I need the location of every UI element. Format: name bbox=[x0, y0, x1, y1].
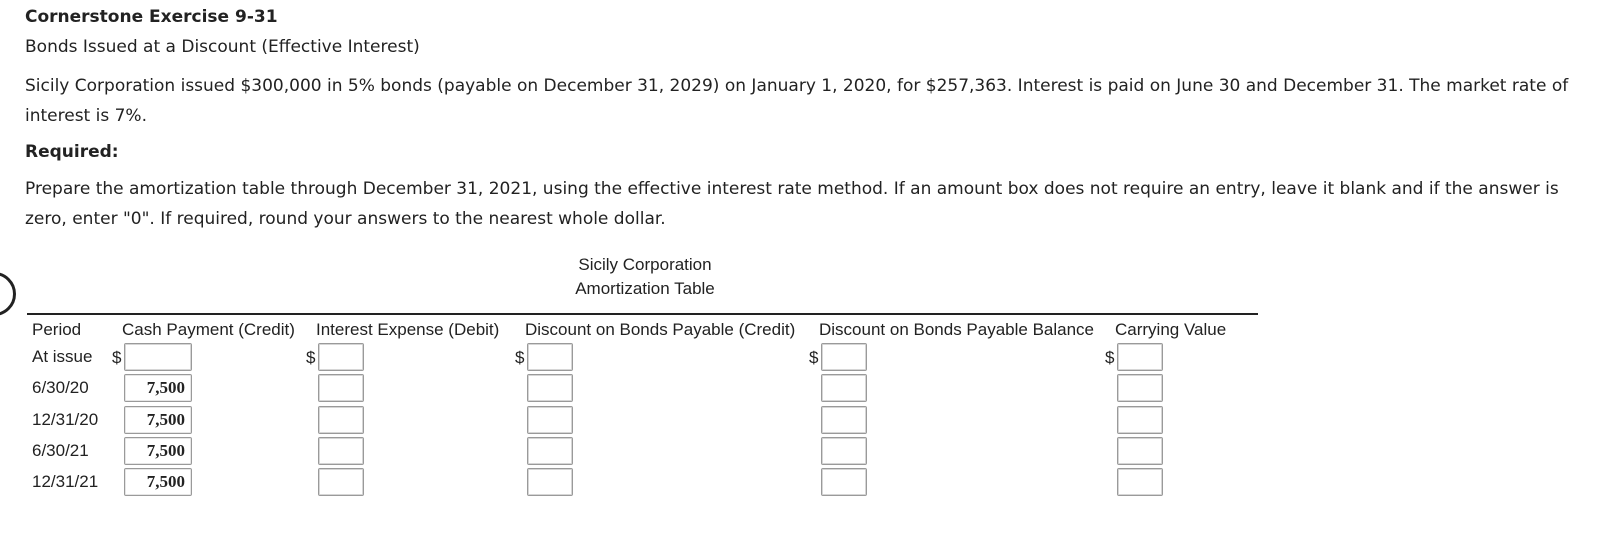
discount-balance-input[interactable] bbox=[821, 374, 867, 402]
discount-credit-input[interactable] bbox=[527, 374, 573, 402]
exercise-content bbox=[25, 0, 1585, 234]
interest-expense-input[interactable] bbox=[318, 468, 364, 496]
header-discount-credit: Discount on Bonds Payable (Credit) bbox=[525, 320, 796, 339]
cash-payment-value: 7,500 bbox=[124, 468, 192, 496]
dollar-sign: $ bbox=[515, 348, 525, 367]
carrying-value-input[interactable] bbox=[1117, 374, 1163, 402]
exercise-title: Cornerstone Exercise 9-31 bbox=[25, 7, 278, 27]
header-discount-balance: Discount on Bonds Payable Balance bbox=[819, 320, 1095, 339]
dollar-sign: $ bbox=[809, 348, 819, 367]
discount-credit-input[interactable] bbox=[527, 343, 573, 371]
carrying-value-input[interactable] bbox=[1117, 343, 1163, 371]
period-label: 12/31/20 bbox=[32, 410, 99, 429]
period-label: 12/31/21 bbox=[32, 472, 99, 491]
header-carrying-value: Carrying Value bbox=[1115, 320, 1227, 339]
interest-expense-input[interactable] bbox=[318, 374, 364, 402]
discount-balance-input[interactable] bbox=[821, 437, 867, 465]
scroll-indicator-icon bbox=[0, 272, 16, 316]
dollar-sign: $ bbox=[112, 348, 122, 367]
period-label: 6/30/20 bbox=[32, 378, 89, 397]
carrying-value-input[interactable] bbox=[1117, 406, 1163, 434]
discount-credit-input[interactable] bbox=[527, 437, 573, 465]
cash-payment-value: 7,500 bbox=[124, 374, 192, 402]
exercise-instructions: Prepare the amortization table through December 31, 2021, using the effective interest rate method. If an amount box does not require an entry, leave it blank and if the answer is zero, enter "0". If required, round your answers to the nearest whole dollar. bbox=[25, 179, 1559, 229]
period-label: 6/30/21 bbox=[32, 441, 89, 460]
discount-credit-input[interactable] bbox=[527, 406, 573, 434]
carrying-value-input[interactable] bbox=[1117, 437, 1163, 465]
discount-credit-input[interactable] bbox=[527, 468, 573, 496]
cash-payment-input[interactable] bbox=[124, 343, 192, 371]
dollar-sign: $ bbox=[1105, 348, 1115, 367]
required-label: Required: bbox=[25, 142, 119, 162]
header-interest-expense: Interest Expense (Debit) bbox=[316, 320, 500, 339]
dollar-sign: $ bbox=[306, 348, 316, 367]
header-cash-payment: Cash Payment (Credit) bbox=[122, 320, 295, 339]
amortization-table bbox=[27, 313, 1258, 491]
table-heading bbox=[555, 253, 735, 301]
discount-balance-input[interactable] bbox=[821, 343, 867, 371]
header-period: Period bbox=[32, 320, 82, 339]
exercise-subtitle: Bonds Issued at a Discount (Effective Interest) bbox=[25, 37, 420, 57]
table-company: Sicily Corporation bbox=[578, 255, 712, 274]
interest-expense-input[interactable] bbox=[318, 343, 364, 371]
table-caption: Amortization Table bbox=[575, 279, 715, 298]
interest-expense-input[interactable] bbox=[318, 406, 364, 434]
cash-payment-value: 7,500 bbox=[124, 437, 192, 465]
exercise-description: Sicily Corporation issued $300,000 in 5% bonds (payable on December 31, 2029) on January 1, 2020, for $257,363. Interest is paid on June 30 and December 31. The market rate of interest is 7%. bbox=[25, 76, 1569, 126]
discount-balance-input[interactable] bbox=[821, 406, 867, 434]
cash-payment-value: 7,500 bbox=[124, 406, 192, 434]
discount-balance-input[interactable] bbox=[821, 468, 867, 496]
period-label: At issue bbox=[32, 347, 93, 366]
interest-expense-input[interactable] bbox=[318, 437, 364, 465]
carrying-value-input[interactable] bbox=[1117, 468, 1163, 496]
